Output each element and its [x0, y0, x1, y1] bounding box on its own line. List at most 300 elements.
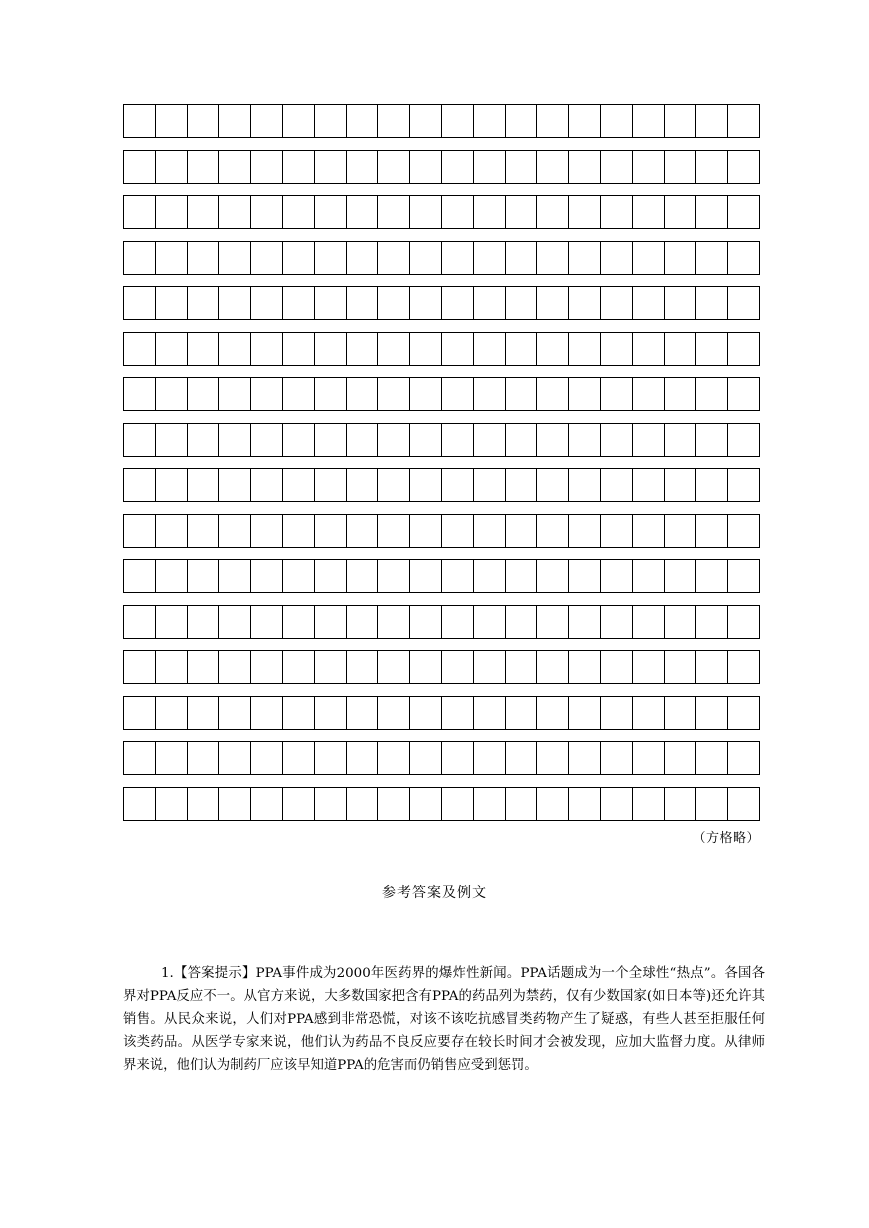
grid-cell [665, 560, 697, 592]
grid-cell [442, 788, 474, 820]
grid-cell [347, 105, 379, 137]
grid-cell [506, 333, 538, 365]
grid-cell [251, 196, 283, 228]
grid-cell [315, 287, 347, 319]
grid-cell [410, 515, 442, 547]
grid-cell [442, 287, 474, 319]
grid-cell [633, 469, 665, 501]
grid-cell [569, 196, 601, 228]
grid-cell [474, 651, 506, 683]
grid-cell [188, 515, 220, 547]
grid-cell [537, 651, 569, 683]
grid-cell [347, 469, 379, 501]
grid-cell [347, 333, 379, 365]
grid-cell [378, 287, 410, 319]
grid-row [123, 514, 760, 548]
grid-cell [728, 333, 760, 365]
grid-cell [188, 242, 220, 274]
grid-cell [506, 469, 538, 501]
grid-cell [537, 560, 569, 592]
grid-cell [442, 378, 474, 410]
grid-cell [442, 742, 474, 774]
grid-row [123, 468, 760, 502]
grid-cell [124, 697, 156, 729]
grid-cell [537, 606, 569, 638]
grid-cell [347, 287, 379, 319]
grid-cell [124, 424, 156, 456]
grid-cell [696, 651, 728, 683]
grid-cell [378, 424, 410, 456]
grid-cell [283, 196, 315, 228]
grid-cell [665, 333, 697, 365]
grid-cell [665, 651, 697, 683]
grid-cell [156, 697, 188, 729]
grid-cell [537, 788, 569, 820]
grid-cell [728, 697, 760, 729]
grid-cell [378, 196, 410, 228]
grid-cell [188, 333, 220, 365]
grid-cell [124, 515, 156, 547]
grid-cell [442, 196, 474, 228]
grid-cell [188, 105, 220, 137]
grid-cell [378, 105, 410, 137]
grid-cell [315, 560, 347, 592]
grid-cell [156, 515, 188, 547]
grid-cell [633, 196, 665, 228]
grid-cell [347, 424, 379, 456]
grid-cell [537, 424, 569, 456]
grid-cell [474, 742, 506, 774]
grid-cell [696, 742, 728, 774]
grid-cell [601, 697, 633, 729]
grid-cell [665, 788, 697, 820]
grid-cell [665, 606, 697, 638]
grid-cell [251, 651, 283, 683]
grid-cell [474, 333, 506, 365]
grid-cell [251, 742, 283, 774]
grid-cell [569, 424, 601, 456]
grid-cell [506, 378, 538, 410]
grid-cell [315, 196, 347, 228]
grid-cell [633, 788, 665, 820]
grid-cell [251, 333, 283, 365]
grid-cell [696, 697, 728, 729]
grid-cell [474, 788, 506, 820]
grid-cell [696, 424, 728, 456]
grid-cell [283, 378, 315, 410]
grid-cell [315, 424, 347, 456]
grid-cell [696, 469, 728, 501]
grid-cell [410, 742, 442, 774]
grid-cell [537, 151, 569, 183]
grid-cell [188, 424, 220, 456]
grid-cell [410, 333, 442, 365]
grid-cell [347, 196, 379, 228]
grid-cell [315, 242, 347, 274]
grid-cell [665, 151, 697, 183]
grid-cell [410, 788, 442, 820]
grid-cell [124, 105, 156, 137]
grid-cell [124, 196, 156, 228]
grid-cell [315, 606, 347, 638]
grid-cell [188, 151, 220, 183]
grid-cell [124, 606, 156, 638]
grid-cell [347, 515, 379, 547]
grid-cell [315, 651, 347, 683]
grid-cell [378, 560, 410, 592]
grid-cell [188, 469, 220, 501]
grid-cell [156, 788, 188, 820]
grid-cell [378, 469, 410, 501]
grid-cell [378, 788, 410, 820]
grid-cell [601, 515, 633, 547]
grid-cell [601, 788, 633, 820]
grid-cell [219, 287, 251, 319]
grid-cell [601, 196, 633, 228]
grid-cell [442, 515, 474, 547]
grid-cell [665, 287, 697, 319]
grid-cell [537, 697, 569, 729]
section-title: 参考答案及例文 [382, 885, 487, 901]
grid-cell [410, 606, 442, 638]
grid-cell [728, 424, 760, 456]
grid-cell [347, 697, 379, 729]
grid-cell [696, 606, 728, 638]
grid-cell [188, 742, 220, 774]
answer-tag: 【答案提示】 [173, 966, 256, 981]
grid-cell [188, 287, 220, 319]
grid-cell [601, 287, 633, 319]
grid-cell [442, 151, 474, 183]
grid-cell [537, 378, 569, 410]
grid-cell [378, 333, 410, 365]
grid-cell [251, 788, 283, 820]
grid-cell [283, 333, 315, 365]
grid-cell [633, 606, 665, 638]
grid-cell [569, 606, 601, 638]
grid-row [123, 650, 760, 684]
grid-cell [347, 151, 379, 183]
grid-cell [506, 606, 538, 638]
grid-cell [188, 378, 220, 410]
grid-cell [474, 697, 506, 729]
grid-cell [633, 242, 665, 274]
grid-cell [251, 697, 283, 729]
grid-cell [378, 606, 410, 638]
grid-cell [283, 697, 315, 729]
grid-cell [537, 287, 569, 319]
grid-cell [474, 196, 506, 228]
grid-cell [569, 287, 601, 319]
grid-cell [728, 560, 760, 592]
grid-cell [251, 515, 283, 547]
grid-cell [506, 151, 538, 183]
grid-cell [601, 105, 633, 137]
grid-cell [283, 515, 315, 547]
grid-cell [442, 697, 474, 729]
grid-cell [569, 333, 601, 365]
grid-cell [537, 105, 569, 137]
grid-cell [283, 651, 315, 683]
grid-cell [633, 424, 665, 456]
grid-cell [251, 151, 283, 183]
grid-cell [156, 560, 188, 592]
grid-cell [728, 788, 760, 820]
grid-cell [378, 151, 410, 183]
grid-cell [347, 742, 379, 774]
grid-cell [219, 333, 251, 365]
grid-cell [601, 742, 633, 774]
grid-cell [188, 788, 220, 820]
grid-cell [696, 560, 728, 592]
grid-cell [537, 515, 569, 547]
grid-cell [283, 287, 315, 319]
grid-cell [283, 424, 315, 456]
grid-row [123, 377, 760, 411]
grid-cell [569, 151, 601, 183]
grid-cell [506, 560, 538, 592]
grid-row [123, 286, 760, 320]
grid-cell [506, 788, 538, 820]
grid-cell [633, 515, 665, 547]
grid-cell [601, 424, 633, 456]
grid-cell [315, 469, 347, 501]
grid-cell [569, 105, 601, 137]
grid-row [123, 332, 760, 366]
grid-cell [633, 560, 665, 592]
grid-row [123, 241, 760, 275]
grid-cell [219, 651, 251, 683]
grid-cell [633, 287, 665, 319]
grid-cell [251, 606, 283, 638]
grid-row [123, 605, 760, 639]
grid-cell [156, 606, 188, 638]
grid-cell [665, 378, 697, 410]
grid-cell [601, 378, 633, 410]
grid-cell [665, 697, 697, 729]
grid-cell [410, 105, 442, 137]
grid-cell [124, 378, 156, 410]
grid-cell [283, 742, 315, 774]
grid-cell [633, 105, 665, 137]
grid-cell [378, 742, 410, 774]
grid-cell [506, 242, 538, 274]
grid-cell [378, 242, 410, 274]
grid-cell [442, 242, 474, 274]
grid-cell [188, 606, 220, 638]
grid-cell [569, 378, 601, 410]
grid-cell [569, 697, 601, 729]
grid-cell [442, 560, 474, 592]
grid-cell [315, 697, 347, 729]
grid-cell [474, 424, 506, 456]
grid-cell [633, 333, 665, 365]
grid-cell [728, 742, 760, 774]
grid-cell [537, 742, 569, 774]
grid-cell [474, 151, 506, 183]
grid-cell [410, 287, 442, 319]
grid-cell [219, 606, 251, 638]
grid-cell [665, 242, 697, 274]
grid-cell [124, 333, 156, 365]
grid-cell [410, 424, 442, 456]
grid-cell [156, 378, 188, 410]
grid-cell [728, 606, 760, 638]
grid-cell [569, 560, 601, 592]
grid-cell [696, 788, 728, 820]
grid-cell [251, 378, 283, 410]
grid-cell [219, 469, 251, 501]
grid-cell [728, 151, 760, 183]
grid-cell [665, 742, 697, 774]
grid-cell [219, 788, 251, 820]
grid-cell [537, 242, 569, 274]
grid-cell [251, 424, 283, 456]
grid-cell [283, 105, 315, 137]
grid-cell [347, 242, 379, 274]
grid-cell [474, 606, 506, 638]
grid-cell [156, 105, 188, 137]
grid-cell [410, 651, 442, 683]
grid-cell [219, 424, 251, 456]
grid-cell [410, 378, 442, 410]
grid-cell [347, 378, 379, 410]
grid-cell [474, 469, 506, 501]
grid-cell [569, 742, 601, 774]
grid-note: （方格略） [692, 831, 760, 846]
grid-cell [124, 788, 156, 820]
grid-row [123, 423, 760, 457]
grid-cell [696, 105, 728, 137]
grid-cell [569, 788, 601, 820]
grid-cell [219, 151, 251, 183]
grid-cell [156, 196, 188, 228]
grid-cell [219, 515, 251, 547]
grid-cell [347, 606, 379, 638]
grid-row [123, 741, 760, 775]
grid-cell [601, 560, 633, 592]
grid-cell [696, 196, 728, 228]
grid-cell [188, 697, 220, 729]
grid-cell [315, 378, 347, 410]
grid-cell [378, 378, 410, 410]
grid-cell [251, 287, 283, 319]
grid-cell [728, 378, 760, 410]
grid-cell [474, 287, 506, 319]
grid-cell [506, 515, 538, 547]
grid-cell [633, 651, 665, 683]
grid-cell [474, 515, 506, 547]
writing-grid [123, 104, 760, 832]
answer-number: 1. [161, 966, 174, 981]
grid-cell [442, 469, 474, 501]
grid-cell [156, 287, 188, 319]
grid-cell [156, 651, 188, 683]
grid-cell [378, 651, 410, 683]
grid-cell [474, 378, 506, 410]
grid-cell [410, 196, 442, 228]
grid-cell [537, 196, 569, 228]
grid-cell [665, 515, 697, 547]
grid-cell [219, 560, 251, 592]
grid-cell [219, 105, 251, 137]
grid-cell [124, 242, 156, 274]
grid-cell [219, 196, 251, 228]
grid-cell [696, 151, 728, 183]
grid-cell [251, 469, 283, 501]
grid-cell [315, 333, 347, 365]
grid-row [123, 195, 760, 229]
grid-row [123, 787, 760, 821]
grid-cell [124, 651, 156, 683]
grid-cell [506, 424, 538, 456]
grid-cell [506, 196, 538, 228]
grid-cell [410, 697, 442, 729]
grid-cell [219, 242, 251, 274]
grid-cell [474, 105, 506, 137]
grid-row [123, 104, 760, 138]
grid-cell [696, 515, 728, 547]
grid-cell [442, 651, 474, 683]
grid-cell [188, 560, 220, 592]
grid-cell [315, 151, 347, 183]
grid-cell [347, 560, 379, 592]
grid-row [123, 559, 760, 593]
grid-cell [315, 788, 347, 820]
grid-cell [410, 242, 442, 274]
grid-cell [569, 651, 601, 683]
grid-cell [506, 742, 538, 774]
grid-cell [601, 333, 633, 365]
grid-cell [124, 560, 156, 592]
grid-cell [347, 651, 379, 683]
grid-cell [283, 560, 315, 592]
answer-text: PPA事件成为2000年医药界的爆炸性新闻。PPA话题成为一个全球性“热点”。各国各界对PPA反应不一。从官方来说，大多数国家把含有PPA的药品列为禁药，仅有少数国家(如日本等)还允许其销售。从民众来说，人们对PPA感到非常恐慌，对该不该吃抗感冒类药物产生了疑惑，有些人甚至拒服任何该类药品。从医学专家来说，他们认为药品不良反应要存在较长时间才会被发现，应加大监督力度。从律师界来说，他们认为制药厂应该早知道PPA的危害而仍销售应受到惩罚。 [123, 966, 766, 1073]
grid-row [123, 696, 760, 730]
grid-cell [219, 742, 251, 774]
grid-cell [728, 651, 760, 683]
grid-cell [251, 105, 283, 137]
grid-cell [633, 151, 665, 183]
grid-cell [569, 515, 601, 547]
grid-cell [378, 697, 410, 729]
grid-cell [696, 287, 728, 319]
grid-cell [251, 242, 283, 274]
grid-cell [156, 424, 188, 456]
grid-cell [506, 105, 538, 137]
grid-cell [665, 196, 697, 228]
grid-cell [315, 742, 347, 774]
grid-cell [124, 469, 156, 501]
grid-cell [378, 515, 410, 547]
grid-cell [474, 242, 506, 274]
grid-cell [156, 151, 188, 183]
grid-cell [283, 788, 315, 820]
grid-cell [474, 560, 506, 592]
grid-cell [665, 424, 697, 456]
grid-cell [696, 242, 728, 274]
grid-cell [601, 151, 633, 183]
grid-cell [251, 560, 283, 592]
grid-cell [728, 469, 760, 501]
grid-cell [728, 196, 760, 228]
grid-cell [124, 742, 156, 774]
grid-cell [283, 469, 315, 501]
grid-cell [347, 788, 379, 820]
grid-cell [156, 242, 188, 274]
grid-cell [728, 105, 760, 137]
grid-cell [569, 469, 601, 501]
